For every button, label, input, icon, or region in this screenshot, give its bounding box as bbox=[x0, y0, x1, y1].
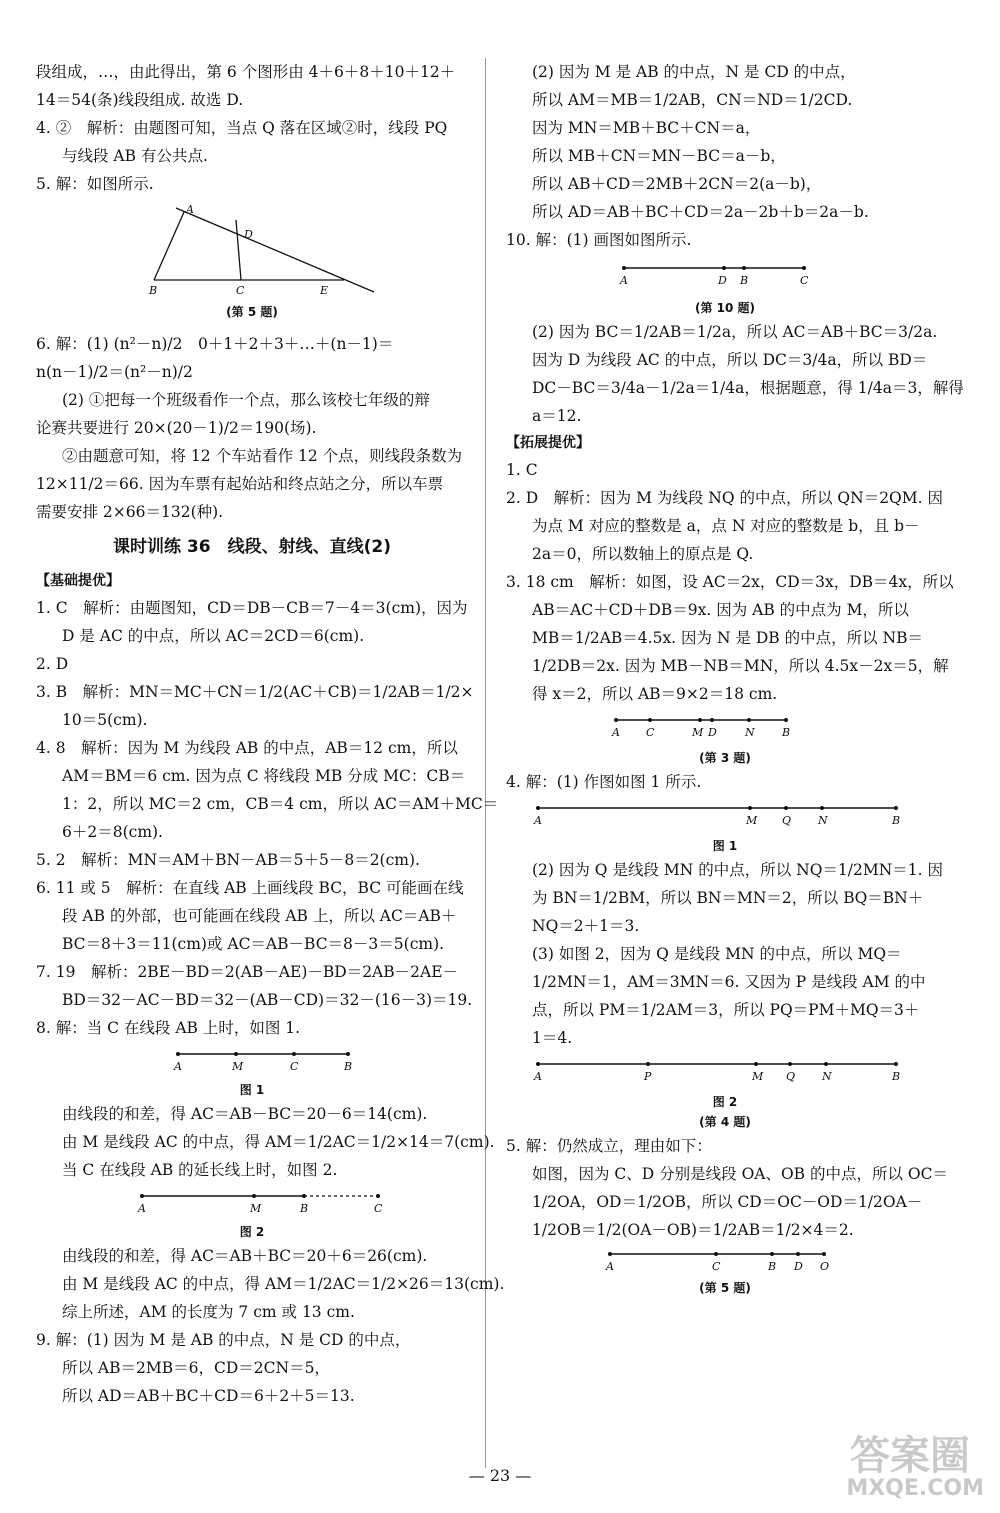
text-line: 需要安排 2×66＝132(种). bbox=[36, 503, 224, 521]
text-line: 当 C 在线段 AB 的延长线上时，如图 2. bbox=[62, 1161, 338, 1179]
text-line: 2. D 解析：因为 M 为线段 NQ 的中点，所以 QN＝2QM. 因 bbox=[506, 489, 943, 507]
label-N: N bbox=[745, 726, 755, 739]
label-A: A bbox=[138, 1202, 146, 1215]
figure-caption: (第 5 题) bbox=[226, 305, 278, 319]
segment-diagram bbox=[36, 1184, 468, 1218]
label-B: B bbox=[892, 1070, 901, 1083]
text-line: 所以 AB＋CD＝2MB＋2CN＝2(a－b)， bbox=[532, 175, 822, 193]
text-line: DC－BC＝3/4a－1/2a＝1/4a，根据题意，得 1/4a＝3，解得 bbox=[532, 379, 964, 397]
text-line: 4. 8 解析：因为 M 为线段 AB 的中点，AB＝12 cm，所以 bbox=[36, 739, 458, 757]
column-divider bbox=[485, 58, 486, 1468]
figure-q8-1 bbox=[36, 1042, 468, 1100]
text-line: 得 x＝2，所以 AB＝9×2＝18 cm. bbox=[532, 685, 778, 703]
text-line: 由线段的和差，得 AC＝AB－BC＝20－6＝14(cm). bbox=[62, 1105, 428, 1123]
watermark-logo: 答案圈 bbox=[850, 1433, 970, 1479]
label-M: M bbox=[746, 814, 758, 827]
figure-caption: (第 5 题) bbox=[699, 1281, 751, 1295]
text-line: (3) 如图 2，因为 Q 是线段 MN 的中点，所以 MQ＝ bbox=[532, 945, 902, 963]
text-line: 2. D bbox=[36, 655, 69, 673]
figure-q3 bbox=[506, 708, 944, 768]
text-line: ②由题意可知，将 12 个车站看作 12 个点，则线段条数为 bbox=[62, 447, 463, 465]
text-line: 论赛共要进行 20×(20－1)/2＝190(场). bbox=[36, 419, 317, 437]
label-Q: Q bbox=[782, 814, 792, 827]
lesson-heading: 课时训练 36 线段、射线、直线(2) bbox=[113, 537, 391, 557]
figure-q5 bbox=[36, 198, 468, 322]
text-line: 6＋2＝8(cm). bbox=[62, 823, 163, 841]
text-line: 1/2MN＝1，AM＝3MN＝6. 又因为 P 是线段 AM 的中 bbox=[532, 973, 926, 991]
label-O: O bbox=[820, 1260, 830, 1273]
label-C: C bbox=[712, 1260, 721, 1273]
text-line: 6. 解：(1) (n²－n)/2 0＋1＋2＋3＋…＋(n－1)＝ bbox=[36, 335, 394, 353]
label-B: B bbox=[300, 1202, 309, 1215]
text-line: 10. 解：(1) 画图如图所示. bbox=[506, 231, 692, 249]
figure-caption: 图 1 bbox=[712, 839, 738, 853]
segment-diagram bbox=[36, 1042, 468, 1076]
label-A: A bbox=[620, 274, 628, 287]
label-M: M bbox=[232, 1060, 244, 1073]
text-line: 因为 D 为线段 AC 的中点，所以 DC＝3/4a，所以 BD＝ bbox=[532, 351, 928, 369]
text-line: BC＝8＋3＝11(cm)或 AC＝AB－BC＝8－3＝5(cm). bbox=[62, 935, 445, 953]
text-line: 4. ② 解析：由题图可知，当点 Q 落在区域②时，线段 PQ bbox=[36, 119, 448, 137]
text-line: 因为 MN＝MB＋BC＋CN＝a， bbox=[532, 119, 761, 137]
text-line: 由线段的和差，得 AC＝AB＋BC＝20＋6＝26(cm). bbox=[62, 1247, 428, 1265]
label-A: A bbox=[612, 726, 620, 739]
label-Q: Q bbox=[786, 1070, 796, 1083]
text-line: 为点 M 对应的整数是 a，点 N 对应的整数是 b，且 b－ bbox=[532, 517, 920, 535]
segment-diagram bbox=[506, 1244, 944, 1274]
text-line: 14＝54(条)线段组成. 故选 D. bbox=[36, 91, 244, 109]
figure-q4-2 bbox=[506, 1052, 944, 1132]
text-line: 1/2OA，OD＝1/2OB，所以 CD＝OC－OD＝1/2OA－ bbox=[532, 1193, 923, 1211]
text-line: 段 AB 的外部，也可能画在线段 AB 上，所以 AC＝AB＋ bbox=[62, 907, 457, 925]
segment-diagram bbox=[506, 254, 944, 294]
text-line: 2a＝0，所以数轴上的原点是 Q. bbox=[532, 545, 754, 563]
text-line: 段组成，…，由此得出，第 6 个图形由 4＋6＋8＋10＋12＋ bbox=[36, 63, 456, 81]
text-line: (2) 因为 BC＝1/2AB＝1/2a，所以 AC＝AB＋BC＝3/2a. bbox=[532, 323, 938, 341]
label-M: M bbox=[692, 726, 704, 739]
label-M: M bbox=[250, 1202, 262, 1215]
text-line: 1＝4. bbox=[532, 1029, 573, 1047]
label-C: C bbox=[236, 284, 245, 297]
text-line: 5. 解：如图所示. bbox=[36, 175, 154, 193]
text-line: 1/2OB＝1/2(OA－OB)＝1/2AB＝1/2×4＝2. bbox=[532, 1221, 854, 1239]
figure-q8-2 bbox=[36, 1184, 468, 1242]
label-B: B bbox=[344, 1060, 353, 1073]
text-line: 12×11/2＝66. 因为车票有起始站和终点站之分，所以车票 bbox=[36, 475, 444, 493]
text-line: AB＝AC＋CD＋DB＝9x. 因为 AB 的中点为 M，所以 bbox=[532, 601, 909, 619]
figure-caption: (第 4 题) bbox=[699, 1115, 751, 1129]
text-line: D 是 AC 的中点，所以 AC＝2CD＝6(cm). bbox=[62, 627, 365, 645]
text-line: 所以 AD＝AB＋BC＋CD＝2a－2b＋b＝2a－b. bbox=[532, 203, 869, 221]
text-line: 1. C 解析：由题图知，CD＝DB－CB＝7－4＝3(cm)，因为 bbox=[36, 599, 468, 617]
figure-q4-1 bbox=[506, 796, 944, 856]
text-line: (2) ①把每一个班级看作一个点，那么该校七年级的辩 bbox=[62, 391, 430, 409]
label-B: B bbox=[782, 726, 791, 739]
text-line: 所以 AD＝AB＋BC＋CD＝6＋2＋5＝13. bbox=[62, 1387, 355, 1405]
text-line: BD＝32－AC－BD＝32－(AB－CD)＝32－(16－3)＝19. bbox=[62, 991, 473, 1009]
segment-diagram bbox=[506, 1052, 944, 1088]
text-line: 7. 19 解析：2BE－BD＝2(AB－AE)－BD＝2AB－2AE－ bbox=[36, 963, 459, 981]
text-line: n(n－1)/2＝(n²－n)/2 bbox=[36, 363, 193, 381]
label-A: A bbox=[534, 1070, 542, 1083]
text-line: a＝12. bbox=[532, 407, 582, 425]
text-line: 1/2DB＝2x. 因为 MB－NB＝MN，所以 4.5x－2x＝5，解 bbox=[532, 657, 949, 675]
label-N: N bbox=[818, 814, 828, 827]
text-line: 点，所以 PM＝1/2AM＝3，所以 PQ＝PM＋MQ＝3＋ bbox=[532, 1001, 920, 1019]
label-C: C bbox=[374, 1202, 383, 1215]
text-line: (2) 因为 M 是 AB 的中点，N 是 CD 的中点， bbox=[532, 63, 856, 81]
segment-diagram bbox=[506, 796, 944, 832]
text-line: 4. 解：(1) 作图如图 1 所示. bbox=[506, 773, 702, 791]
text-line: 8. 解：当 C 在线段 AB 上时，如图 1. bbox=[36, 1019, 301, 1037]
figure-q5-right bbox=[506, 1244, 944, 1298]
text-line: 5. 解：仍然成立，理由如下： bbox=[506, 1137, 712, 1155]
text-line: 如图，因为 C、D 分别是线段 OA、OB 的中点，所以 OC＝ bbox=[532, 1165, 948, 1183]
text-line: 由 M 是线段 AC 的中点，得 AM＝1/2AC＝1/2×26＝13(cm). bbox=[62, 1275, 505, 1293]
label-A: A bbox=[606, 1260, 614, 1273]
figure-caption: (第 10 题) bbox=[694, 301, 756, 315]
label-C: C bbox=[290, 1060, 299, 1073]
text-line: 1：2，所以 MC＝2 cm，CB＝4 cm，所以 AC＝AM＋MC＝ bbox=[62, 795, 499, 813]
label-C: C bbox=[800, 274, 809, 287]
label-B: B bbox=[740, 274, 749, 287]
text-line: 与线段 AB 有公共点. bbox=[62, 147, 208, 165]
segment-diagram bbox=[506, 708, 944, 744]
label-D: D bbox=[794, 1260, 803, 1273]
text-line: 3. B 解析：MN＝MC＋CN＝1/2(AC＋CB)＝1/2AB＝1/2× bbox=[36, 683, 474, 701]
label-A: A bbox=[186, 203, 194, 216]
text-line: 5. 2 解析：MN＝AM＋BN－AB＝5＋5－8＝2(cm). bbox=[36, 851, 420, 869]
label-B: B bbox=[768, 1260, 777, 1273]
figure-caption: (第 3 题) bbox=[699, 751, 751, 765]
text-line: 所以 AM＝MB＝1/2AB，CN＝ND＝1/2CD. bbox=[532, 91, 853, 109]
text-line: 6. 11 或 5 解析：在直线 AB 上画线段 BC，BC 可能画在线 bbox=[36, 879, 464, 897]
label-P: P bbox=[644, 1070, 652, 1083]
label-A: A bbox=[174, 1060, 182, 1073]
figure-q10 bbox=[506, 254, 944, 318]
label-D: D bbox=[708, 726, 717, 739]
watermark-url: MXQE.COM bbox=[846, 1476, 984, 1501]
text-line: 3. 18 cm 解析：如图，设 AC＝2x，CD＝3x，DB＝4x，所以 bbox=[506, 573, 954, 591]
text-line: 由 M 是线段 AC 的中点，得 AM＝1/2AC＝1/2×14＝7(cm). bbox=[62, 1133, 495, 1151]
label-D: D bbox=[718, 274, 727, 287]
section-heading: 【基础提优】 bbox=[36, 573, 120, 589]
right-column bbox=[506, 58, 964, 1298]
label-B: B bbox=[149, 284, 158, 297]
text-line: NQ＝2＋1＝3. bbox=[532, 917, 640, 935]
text-line: 1. C bbox=[506, 461, 538, 479]
text-line: MB＝1/2AB＝4.5x. 因为 N 是 DB 的中点，所以 NB＝ bbox=[532, 629, 924, 647]
left-column bbox=[36, 58, 505, 1410]
text-line: 9. 解：(1) 因为 M 是 AB 的中点，N 是 CD 的中点， bbox=[36, 1331, 411, 1349]
triangle-diagram bbox=[36, 198, 468, 298]
text-line: 为 BN＝1/2BM，所以 BN＝MN＝2，所以 BQ＝BN＋ bbox=[532, 889, 924, 907]
label-B: B bbox=[892, 814, 901, 827]
page-number: — 23 — bbox=[468, 1466, 532, 1485]
text-line: 10＝5(cm). bbox=[62, 711, 148, 729]
figure-caption: 图 1 bbox=[239, 1083, 265, 1097]
label-N: N bbox=[822, 1070, 832, 1083]
label-A: A bbox=[534, 814, 542, 827]
text-line: 所以 AB＝2MB＝6，CD＝2CN＝5， bbox=[62, 1359, 330, 1377]
figure-caption: 图 2 bbox=[239, 1225, 265, 1239]
text-line: (2) 因为 Q 是线段 MN 的中点，所以 NQ＝1/2MN＝1. 因 bbox=[532, 861, 944, 879]
label-E: E bbox=[320, 284, 329, 297]
label-M: M bbox=[752, 1070, 764, 1083]
text-line: AM＝BM＝6 cm. 因为点 C 将线段 MB 分成 MC：CB＝ bbox=[62, 767, 466, 785]
text-line: 综上所述，AM 的长度为 7 cm 或 13 cm. bbox=[62, 1303, 355, 1321]
label-D: D bbox=[244, 228, 253, 241]
figure-caption: 图 2 bbox=[712, 1095, 738, 1109]
section-heading: 【拓展提优】 bbox=[506, 435, 590, 451]
text-line: 所以 MB＋CN＝MN－BC＝a－b， bbox=[532, 147, 786, 165]
label-C: C bbox=[646, 726, 655, 739]
